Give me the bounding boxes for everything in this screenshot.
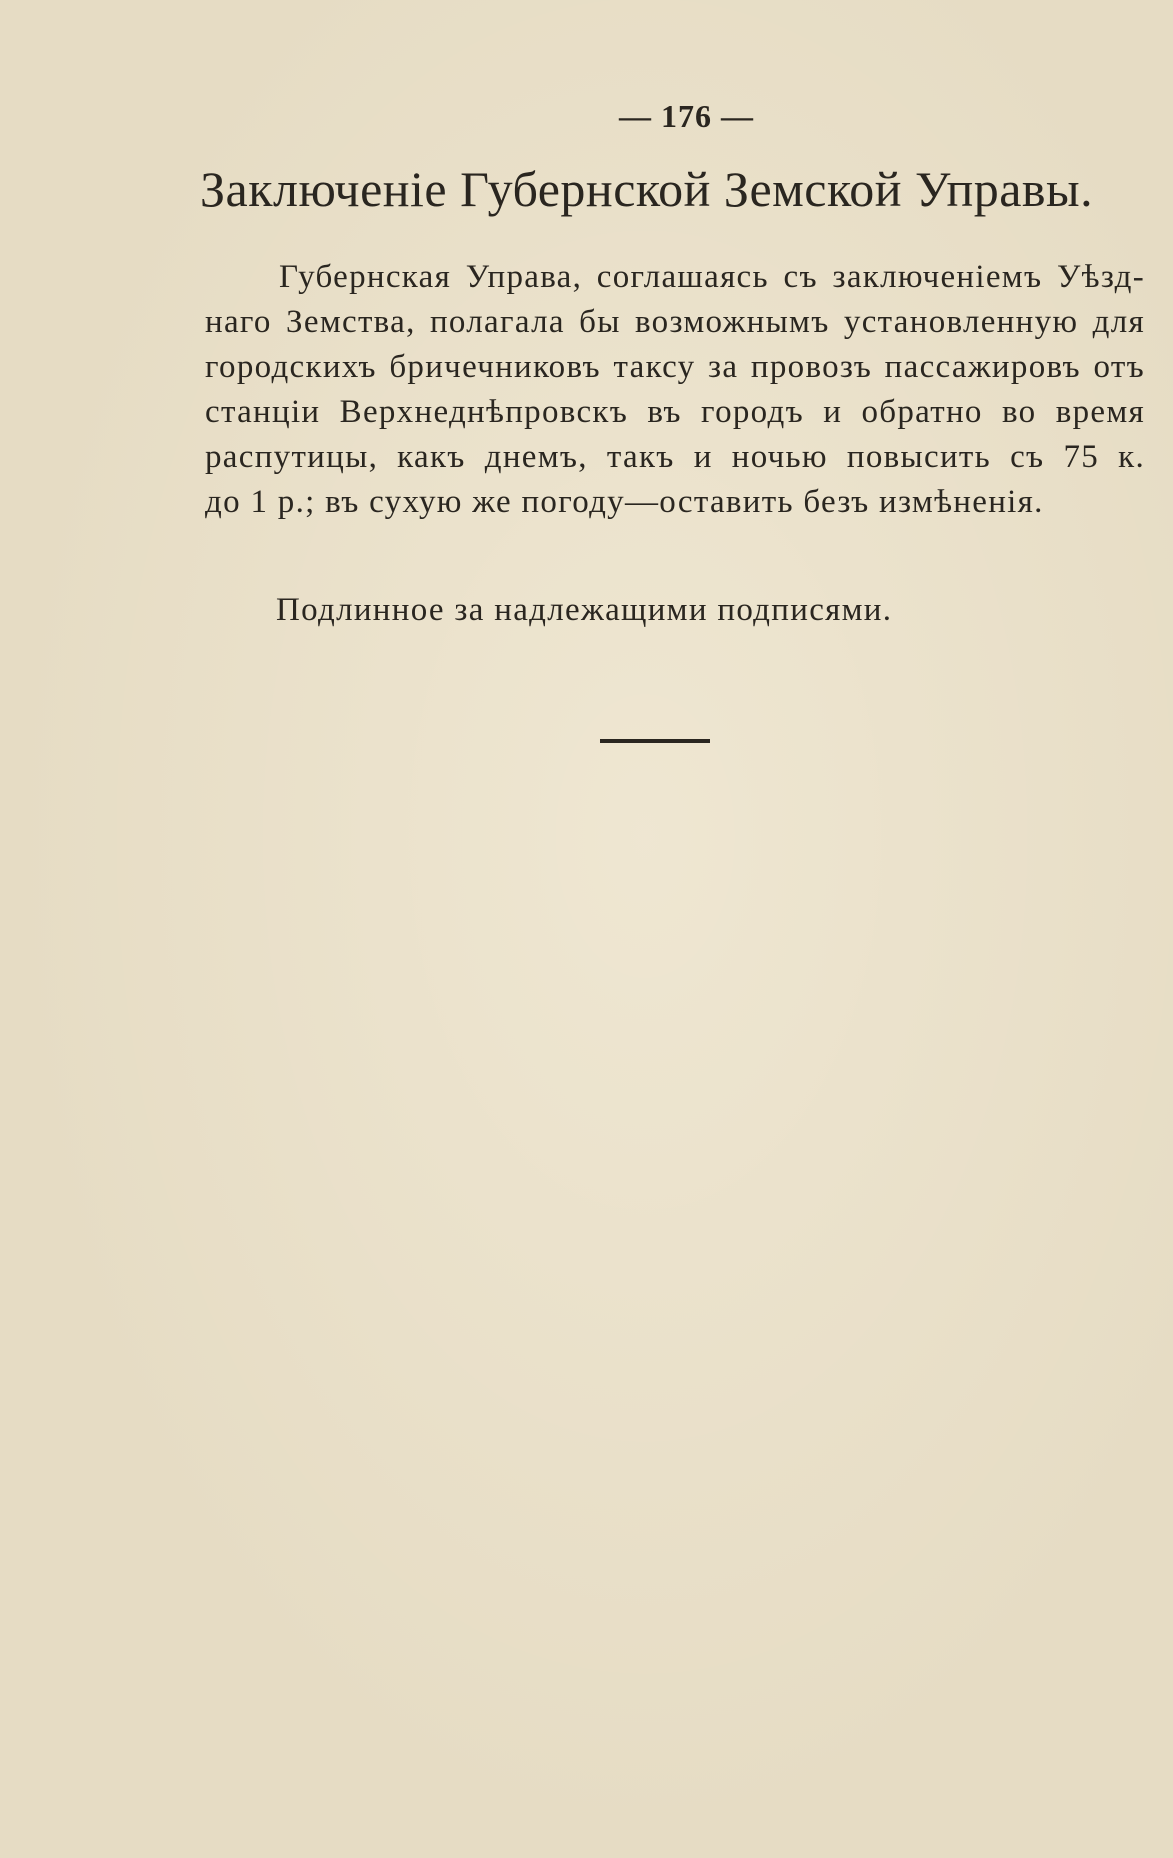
paragraph-line: распутицы, какъ днемъ, такъ и ночью повысить съ 75 к.: [205, 439, 1145, 475]
page-number: — 176 —: [619, 98, 754, 134]
paragraph-line: городскихъ бричечниковъ таксу за провозъ пассажировъ отъ: [205, 349, 1145, 385]
paragraph-line: наго Земства, полагала бы возможнымъ установленную для: [205, 304, 1145, 340]
signature-note: Подлинное за надлежащими подписями.: [276, 592, 893, 628]
closing-rule: [600, 739, 710, 743]
paragraph-line: станціи Верхнеднѣпровскъ въ городъ и обратно во время: [205, 394, 1145, 430]
paragraph-line: Губернская Управа, соглашаясь съ заключеніемъ Уѣзд-: [279, 259, 1145, 295]
body-paragraph: [205, 255, 1145, 525]
section-heading: Заключеніе Губернской Земской Управы.: [200, 161, 1094, 217]
paragraph-line: до 1 р.; въ сухую же погоду—оставить безъ измѣненія.: [205, 484, 1044, 520]
